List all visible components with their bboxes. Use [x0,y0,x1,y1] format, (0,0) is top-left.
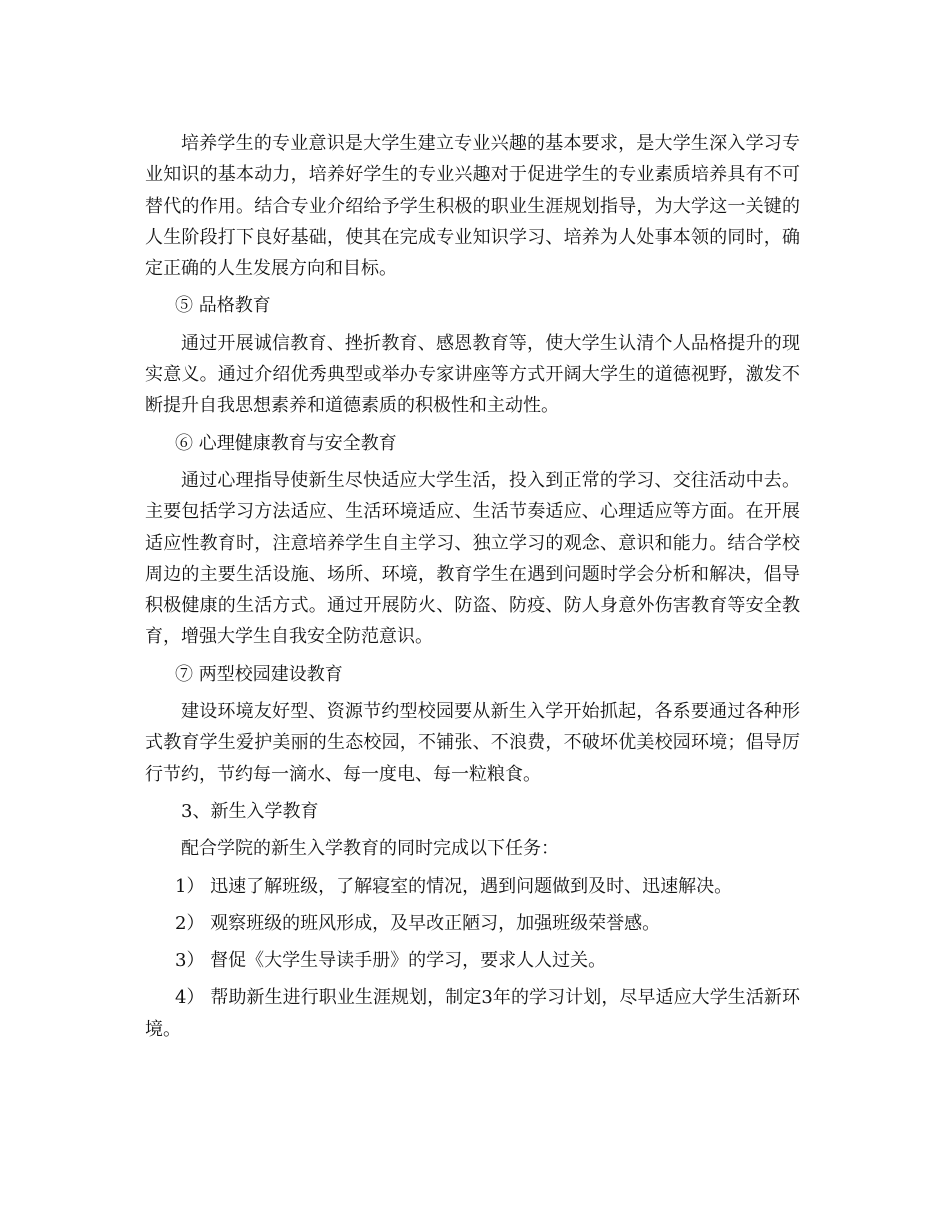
section-body-two-type-campus: 建设环境友好型、资源节约型校园要从新生入学开始抓起，各系要通过各种形式教育学生爱护美丽的生态校园，不铺张、不浪费，不破坏优美校园环境；倡导厉行节约，节约每一滴水、每一度电、每一粒粮食。 [145,701,800,785]
list-item: 1） 迅速了解班级，了解寝室的情况，遇到问题做到及时、迅速解决。 [175,875,733,897]
section-body-character-education: 通过开展诚信教育、挫折教育、感恩教育等，使大学生认清个人品格提升的现实意义。通过介绍优秀典型或举办专家讲座等方式开阔大学生的道德视野，激发不断提升自我思想素养和道德素质的积极性和主动性。 [145,332,800,417]
list-item: 3） 督促《大学生导读手册》的学习，要求人人过关。 [175,950,607,972]
section-heading-two-type-campus: ⑦ 两型校园建设教育 [175,663,343,685]
list-item: 4） 帮助新生进行职业生涯规划，制定3年的学习计划，尽早适应大学生活新环境。 [145,987,800,1040]
section-heading-character-education: ⑤ 品格教育 [175,295,271,317]
intro-paragraph: 培养学生的专业意识是大学生建立专业兴趣的基本要求，是大学生深入学习专业知识的基本动力，培养好学生的专业兴趣对于促进学生的专业素质培养具有不可替代的作用。结合专业介绍给予学生积极的职业生涯规划指导，为大学这一关键的人生阶段打下良好基础，使其在完成专业知识学习、培养为人处事本领的同时，确定正确的人生发展方向和目标。 [145,133,800,280]
section-body-mental-health-safety: 通过心理指导使新生尽快适应大学生活，投入到正常的学习、交往活动中去。主要包括学习方法适应、生活环境适应、生活节奏适应、心理适应等方面。在开展适应性教育时，注意培养学生自主学习、独立学习的观念、意识和能力。结合学校周边的主要生活设施、场所、环境，教育学生在遇到问题时学会分析和解决，倡导积极健康的生活方式。通过开展防火、防盗、防疫、防人身意外伤害教育等安全教育，增强大学生自我安全防范意识。 [145,469,800,648]
section-heading-mental-health-safety: ⑥ 心理健康教育与安全教育 [175,432,397,454]
document-body [145,128,800,1051]
section-heading-freshman-orientation: 3、新生入学教育 [181,800,319,822]
section-lead-freshman-orientation: 配合学院的新生入学教育的同时完成以下任务： [181,838,559,860]
list-item: 2） 观察班级的班风形成，及早改正陋习，加强班级荣誉感。 [175,912,661,934]
